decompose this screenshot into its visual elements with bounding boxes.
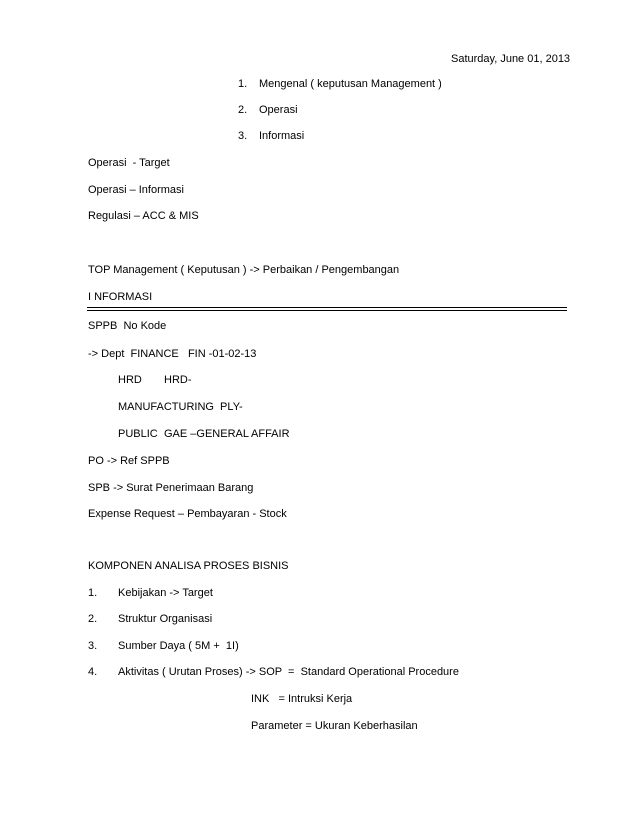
text-line: SPPB No Kode [88, 320, 167, 332]
top-list-number: 2. [238, 104, 248, 116]
komponen-item: Aktivitas ( Urutan Proses) -> SOP = Standard Operational Procedure [118, 666, 459, 678]
text-line: SPB -> Surat Penerimaan Barang [88, 482, 254, 494]
indented-line: MANUFACTURING PLY- [118, 401, 243, 413]
text-line: Regulasi – ACC & MIS [88, 210, 199, 222]
top-list-item: Mengenal ( keputusan Management ) [259, 78, 442, 90]
text-line: Expense Request – Pembayaran - Stock [88, 508, 287, 520]
komponen-item: Kebijakan -> Target [118, 587, 213, 599]
heading-divider [87, 307, 567, 308]
indented-line: HRD [118, 374, 142, 386]
text-line: PO -> Ref SPPB [88, 455, 170, 467]
komponen-number: 2. [88, 613, 98, 625]
sub-line: Parameter = Ukuran Keberhasilan [251, 720, 418, 732]
indented-line: GAE –GENERAL AFFAIR [164, 428, 290, 440]
sub-line: INK = Intruksi Kerja [251, 693, 353, 705]
section-heading: I NFORMASI [88, 291, 153, 303]
text-line: -> Dept FINANCE FIN -01-02-13 [88, 348, 257, 360]
indented-line: HRD- [164, 374, 192, 386]
top-list-number: 1. [238, 78, 248, 90]
section-heading: KOMPONEN ANALISA PROSES BISNIS [88, 560, 289, 572]
komponen-item: Sumber Daya ( 5M + 1I) [118, 640, 239, 652]
komponen-number: 1. [88, 587, 98, 599]
top-list-number: 3. [238, 130, 248, 142]
text-line: Operasi – Informasi [88, 184, 184, 196]
komponen-number: 4. [88, 666, 98, 678]
heading-divider [87, 310, 567, 311]
text-line: Operasi - Target [88, 157, 170, 169]
document-date: Saturday, June 01, 2013 [451, 53, 571, 65]
indented-line: PUBLIC [118, 428, 158, 440]
top-list-item: Operasi [259, 104, 298, 116]
top-list-item: Informasi [259, 130, 305, 142]
komponen-item: Struktur Organisasi [118, 613, 213, 625]
komponen-number: 3. [88, 640, 98, 652]
text-line: TOP Management ( Keputusan ) -> Perbaikan / Pengembangan [88, 264, 400, 276]
